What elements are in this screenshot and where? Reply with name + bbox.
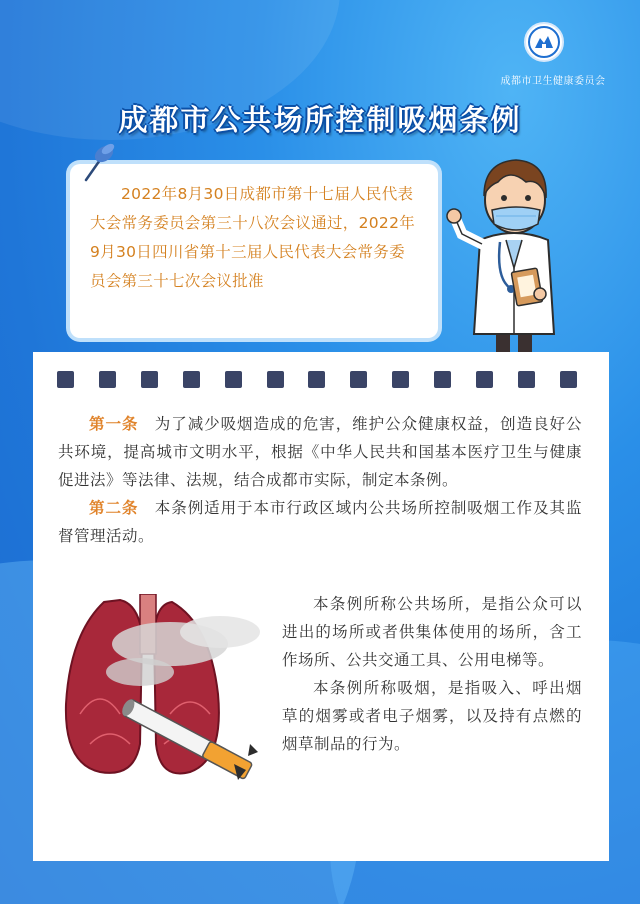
binder-ring xyxy=(518,371,535,388)
doctor-illustration xyxy=(440,148,570,373)
page-title: 成都市公共场所控制吸烟条例 xyxy=(118,103,522,137)
binder-ring xyxy=(350,371,367,388)
article-text: 本条例适用于本市行政区域内公共场所控制吸烟工作及其监督管理活动。 xyxy=(58,499,582,545)
binder-ring xyxy=(392,371,409,388)
org-name: 成都市卫生健康委员会 xyxy=(500,76,606,87)
binder-ring xyxy=(434,371,451,388)
definitions xyxy=(282,590,582,758)
binder-ring xyxy=(141,371,158,388)
article-text: 为了减少吸烟造成的危害，维护公众健康权益，创造良好公共环境，提高城市文明水平，根据《中华人民共和国基本医疗卫生与健康促进法》等法律、法规，结合成都市实际，制定本条例。 xyxy=(58,415,582,489)
note-text: 2022年8月30日成都市第十七届人民代表大会常务委员会第三十八次会议通过，2022年9月30日四川省第十三届人民代表大会常务委员会第三十七次会议批准 xyxy=(90,185,416,290)
article-1 xyxy=(58,410,582,494)
binder-ring xyxy=(476,371,493,388)
binder-ring xyxy=(99,371,116,388)
article-label: 第一条 xyxy=(89,415,139,433)
binder-ring xyxy=(560,371,577,388)
binder-rings xyxy=(57,371,577,389)
articles xyxy=(58,410,582,550)
definition-paragraph: 本条例所称公共场所，是指公众可以进出的场所或者供集体使用的场所，含工作场所、公共交通工具、公用电梯等。 xyxy=(282,595,582,669)
binder-ring xyxy=(225,371,242,388)
pushpin-icon xyxy=(76,138,120,184)
binder-ring xyxy=(308,371,325,388)
logo-emblem xyxy=(524,22,564,62)
binder-ring xyxy=(267,371,284,388)
article-label: 第二条 xyxy=(89,499,139,517)
binder-ring xyxy=(57,371,74,388)
binder-ring xyxy=(183,371,200,388)
definition-paragraph: 本条例所称吸烟，是指吸入、呼出烟草的烟雾或者电子烟雾，以及持有点燃的烟草制品的行为。 xyxy=(282,679,582,753)
article-2 xyxy=(58,494,582,550)
note-card xyxy=(70,164,438,338)
lungs-cigarette-illustration xyxy=(60,594,282,784)
